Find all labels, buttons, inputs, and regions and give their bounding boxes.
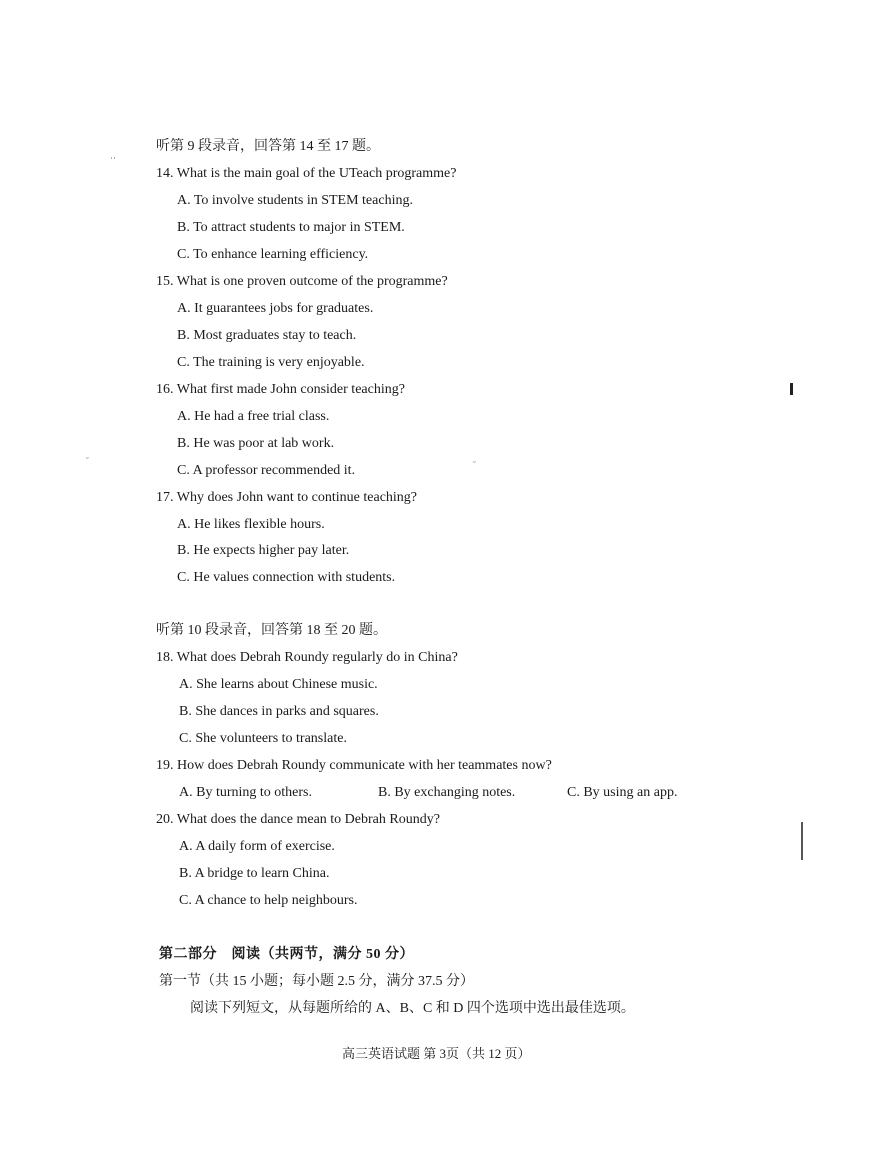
section-intro-9: 听第 9 段录音，回答第 14 至 17 题。	[156, 139, 380, 154]
question-17-option-a: A. He likes flexible hours.	[177, 517, 325, 532]
question-20-stem: 20. What does the dance mean to Debrah Roundy?	[156, 812, 440, 827]
question-15-stem: 15. What is one proven outcome of the programme?	[156, 274, 448, 289]
question-14-option-b: B. To attract students to major in STEM.	[177, 220, 405, 235]
question-17-option-b: B. He expects higher pay later.	[177, 543, 350, 558]
question-16-option-c: C. A professor recommended it.	[177, 463, 356, 478]
scan-mark	[801, 822, 803, 860]
question-14-option-c: C. To enhance learning efficiency.	[177, 247, 369, 262]
question-18-option-c: C. She volunteers to translate.	[179, 731, 347, 746]
question-20-option-c: C. A chance to help neighbours.	[179, 893, 358, 908]
scan-speck: ᵕ	[86, 453, 89, 463]
question-19-option-b: B. By exchanging notes.	[378, 785, 516, 800]
question-14-option-a: A. To involve students in STEM teaching.	[177, 193, 413, 208]
question-15-option-a: A. It guarantees jobs for graduates.	[177, 301, 374, 316]
question-18-option-a: A. She learns about Chinese music.	[179, 677, 378, 692]
part2-instruction: 阅读下列短文，从每题所给的 A、B、C 和 D 四个选项中选出最佳选项。	[190, 1001, 635, 1016]
part2-subheading: 第一节（共 15 小题；每小题 2.5 分，满分 37.5 分）	[159, 974, 474, 989]
scan-speck: ᵕ	[473, 457, 476, 467]
question-19-option-c: C. By using an app.	[567, 785, 678, 800]
question-16-option-b: B. He was poor at lab work.	[177, 436, 335, 451]
question-18-stem: 18. What does Debrah Roundy regularly do in China?	[156, 650, 458, 665]
question-15-option-c: C. The training is very enjoyable.	[177, 355, 365, 370]
question-19-stem: 19. How does Debrah Roundy communicate with her teammates now?	[156, 758, 552, 773]
part2-heading: 第二部分 阅读（共两节，满分 50 分）	[159, 947, 414, 962]
question-16-stem: 16. What first made John consider teaching?	[156, 382, 405, 397]
scan-speck: ˙˙	[110, 156, 116, 166]
scan-mark	[790, 383, 793, 395]
question-16-option-a: A. He had a free trial class.	[177, 409, 330, 424]
question-17-option-c: C. He values connection with students.	[177, 570, 396, 585]
question-19-option-a: A. By turning to others.	[179, 785, 312, 800]
question-14-stem: 14. What is the main goal of the UTeach programme?	[156, 166, 457, 181]
question-15-option-b: B. Most graduates stay to teach.	[177, 328, 357, 343]
question-17-stem: 17. Why does John want to continue teaching?	[156, 490, 418, 505]
question-20-option-b: B. A bridge to learn China.	[179, 866, 330, 881]
section-intro-10: 听第 10 段录音，回答第 18 至 20 题。	[156, 623, 387, 638]
question-20-option-a: A. A daily form of exercise.	[179, 839, 335, 854]
question-18-option-b: B. She dances in parks and squares.	[179, 704, 379, 719]
page-footer: 高三英语试题 第 3页（共 12 页）	[342, 1046, 531, 1061]
